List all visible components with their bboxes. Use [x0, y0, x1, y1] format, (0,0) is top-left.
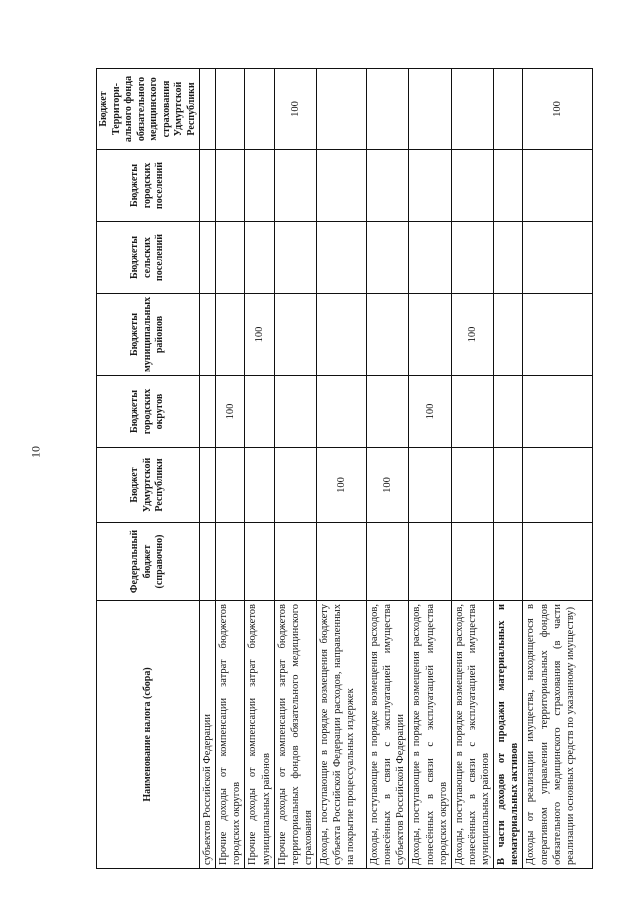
row-tax-name: Прочие доходы от компенсации затрат бюджетов городских округов — [216, 601, 245, 869]
cell-urban — [317, 150, 367, 222]
cell-rural — [317, 222, 367, 294]
table-row — [200, 69, 216, 869]
row-tax-name: Доходы, поступающие в порядке возмещения расходов, понесённых в связи с эксплуатацией имущества городских округов — [409, 601, 451, 869]
cell-tfoms: 100 — [523, 69, 593, 150]
row-tax-name: Доходы от реализации имущества, находящегося в оперативном управлении территориальных фондов обязательного медицинского страхования (в части реализации основных средств по указанному имуществу) — [523, 601, 593, 869]
cell-fed — [367, 523, 409, 601]
row-tax-name: Доходы, поступающие в порядке возмещения бюджету субъекта Российской Федерации расходов, направленных на покрытие процессуальных издержек — [317, 601, 367, 869]
cell-tfoms — [494, 69, 523, 150]
cell-rural — [409, 222, 451, 294]
cell-rep — [451, 448, 493, 523]
tax-distribution-table — [96, 68, 593, 869]
table-body — [200, 69, 593, 869]
cell-fed — [409, 523, 451, 601]
cell-mun — [409, 294, 451, 376]
cell-mun — [200, 294, 216, 376]
cell-urban — [494, 150, 523, 222]
cell-fed — [274, 523, 316, 601]
cell-mun — [317, 294, 367, 376]
cell-mun: 100 — [451, 294, 493, 376]
cell-rural — [245, 222, 274, 294]
cell-rural — [494, 222, 523, 294]
cell-city — [523, 376, 593, 448]
cell-tfoms — [216, 69, 245, 150]
cell-mun — [494, 294, 523, 376]
cell-urban — [274, 150, 316, 222]
cell-mun — [216, 294, 245, 376]
cell-city — [451, 376, 493, 448]
cell-fed — [494, 523, 523, 601]
cell-rep — [409, 448, 451, 523]
cell-rural — [274, 222, 316, 294]
cell-fed — [523, 523, 593, 601]
cell-city — [367, 376, 409, 448]
row-tax-name: В части доходов от продажи материальных и нематериальных активов — [494, 601, 523, 869]
cell-rep: 100 — [367, 448, 409, 523]
cell-city: 100 — [216, 376, 245, 448]
cell-fed — [216, 523, 245, 601]
cell-urban — [200, 150, 216, 222]
header-municipal-districts: Бюджеты муниципальных районов — [97, 294, 200, 376]
table-row — [245, 69, 274, 869]
table-row — [494, 69, 523, 869]
cell-tfoms — [367, 69, 409, 150]
table-row — [216, 69, 245, 869]
header-tfoms-budget: Бюджет Территори-ального фонда обязательного медицинского страхования Удмуртской Республики — [97, 69, 200, 150]
row-tax-name: субъектов Российской Федерации — [200, 601, 216, 869]
row-tax-name: Доходы, поступающие в порядке возмещения расходов, понесённых в связи с эксплуатацией имущества субъектов Российской Федерации — [367, 601, 409, 869]
cell-urban — [523, 150, 593, 222]
cell-rep — [216, 448, 245, 523]
cell-tfoms — [200, 69, 216, 150]
page-number: 10 — [28, 446, 43, 458]
cell-city — [200, 376, 216, 448]
rotated-table-container — [96, 69, 576, 869]
header-city-districts: Бюджеты городских округов — [97, 376, 200, 448]
cell-urban — [216, 150, 245, 222]
cell-mun: 100 — [245, 294, 274, 376]
cell-rural — [523, 222, 593, 294]
cell-rep — [494, 448, 523, 523]
cell-urban — [451, 150, 493, 222]
cell-urban — [367, 150, 409, 222]
table-row — [409, 69, 451, 869]
cell-tfoms: 100 — [274, 69, 316, 150]
cell-city: 100 — [409, 376, 451, 448]
cell-rep — [200, 448, 216, 523]
cell-mun — [523, 294, 593, 376]
table-row — [523, 69, 593, 869]
cell-urban — [245, 150, 274, 222]
cell-fed — [245, 523, 274, 601]
cell-tfoms — [317, 69, 367, 150]
row-tax-name: Прочие доходы от компенсации затрат бюджетов муниципальных районов — [245, 601, 274, 869]
header-tax-name: Наименование налога (сбора) — [97, 601, 200, 869]
header-federal-budget: Федеральный бюджет (справочно) — [97, 523, 200, 601]
cell-tfoms — [451, 69, 493, 150]
cell-tfoms — [245, 69, 274, 150]
table-row — [317, 69, 367, 869]
cell-mun — [367, 294, 409, 376]
cell-rural — [200, 222, 216, 294]
cell-mun — [274, 294, 316, 376]
cell-rural — [451, 222, 493, 294]
cell-rural — [367, 222, 409, 294]
cell-rep: 100 — [317, 448, 367, 523]
cell-tfoms — [409, 69, 451, 150]
cell-rep — [523, 448, 593, 523]
cell-urban — [409, 150, 451, 222]
cell-rep — [274, 448, 316, 523]
cell-fed — [200, 523, 216, 601]
header-republic-budget: Бюджет Удмуртской Республики — [97, 448, 200, 523]
header-urban-settlements: Бюджеты городских поселений — [97, 150, 200, 222]
header-rural-settlements: Бюджеты сельских поселений — [97, 222, 200, 294]
table-row — [367, 69, 409, 869]
table-row — [274, 69, 316, 869]
table-row — [451, 69, 493, 869]
cell-rural — [216, 222, 245, 294]
cell-city — [245, 376, 274, 448]
cell-fed — [451, 523, 493, 601]
cell-city — [317, 376, 367, 448]
row-tax-name: Прочие доходы от компенсации затрат бюджетов территориальных фондов обязательного медицинского страхования — [274, 601, 316, 869]
cell-rep — [245, 448, 274, 523]
cell-fed — [317, 523, 367, 601]
cell-city — [494, 376, 523, 448]
row-tax-name: Доходы, поступающие в порядке возмещения расходов, понесённых в связи с эксплуатацией имущества муниципальных районов — [451, 601, 493, 869]
cell-city — [274, 376, 316, 448]
